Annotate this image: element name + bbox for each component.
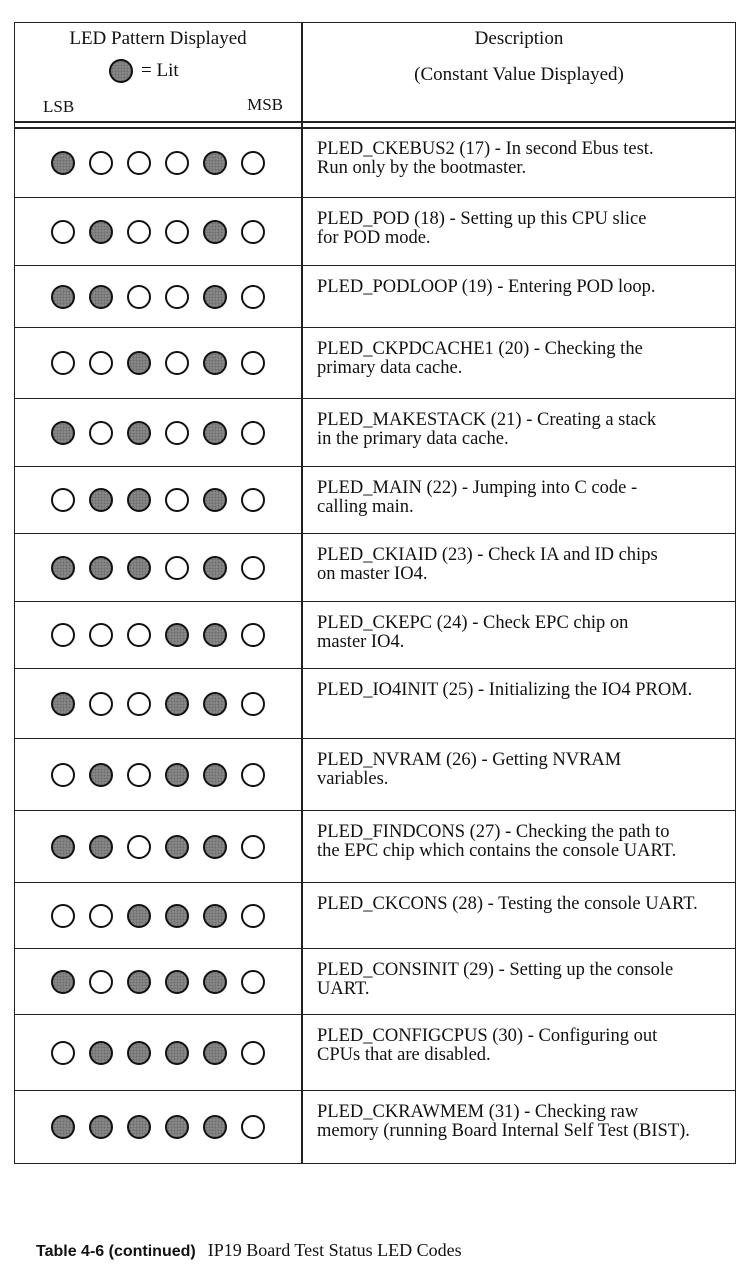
led-pattern — [15, 128, 301, 197]
description-line-2: on master IO4. — [317, 564, 428, 584]
led-lit-icon — [203, 285, 227, 309]
led-lit-icon — [165, 1041, 189, 1065]
led-unlit-icon — [241, 421, 265, 445]
lit-legend — [109, 59, 179, 83]
caption-label: Table 4-6 (continued) — [36, 1243, 196, 1260]
description-header — [303, 23, 735, 121]
led-lit-icon — [51, 421, 75, 445]
row-description — [317, 614, 729, 652]
description-line-1: PLED_NVRAM (26) - Getting NVRAM — [317, 750, 622, 770]
led-pattern-header — [15, 23, 301, 121]
led-pattern — [15, 534, 301, 601]
row-description — [317, 895, 729, 914]
led-lit-icon — [89, 1041, 113, 1065]
led-pattern — [15, 602, 301, 668]
row-description — [317, 411, 729, 449]
header-rule-top — [15, 121, 735, 123]
led-unlit-icon — [89, 970, 113, 994]
table-row — [15, 1090, 735, 1163]
table-row — [15, 948, 735, 1014]
led-unlit-icon — [241, 835, 265, 859]
table-row — [15, 466, 735, 533]
led-lit-icon — [127, 556, 151, 580]
led-unlit-icon — [127, 835, 151, 859]
led-unlit-icon — [51, 623, 75, 647]
msb-label: MSB — [247, 95, 283, 114]
led-pattern — [15, 1015, 301, 1090]
table-row — [15, 327, 735, 398]
row-description — [317, 340, 729, 378]
led-unlit-icon — [127, 623, 151, 647]
led-unlit-icon — [127, 692, 151, 716]
led-lit-icon — [127, 970, 151, 994]
table-row — [15, 398, 735, 466]
led-lit-icon — [165, 904, 189, 928]
description-line-1: PLED_MAIN (22) - Jumping into C code - — [317, 478, 638, 498]
led-unlit-icon — [241, 1115, 265, 1139]
led-unlit-icon — [89, 151, 113, 175]
led-pattern — [15, 949, 301, 1014]
led-unlit-icon — [51, 904, 75, 928]
led-lit-icon — [127, 904, 151, 928]
description-line-2: in the primary data cache. — [317, 429, 509, 449]
led-lit-icon — [203, 763, 227, 787]
led-lit-icon — [165, 623, 189, 647]
led-lit-icon — [165, 835, 189, 859]
lit-led-icon — [109, 59, 133, 83]
description-line-1: PLED_CONSINIT (29) - Setting up the console — [317, 960, 674, 980]
led-lit-icon — [203, 488, 227, 512]
row-description — [317, 751, 729, 789]
led-pattern — [15, 399, 301, 466]
description-line-2: Run only by the bootmaster. — [317, 158, 527, 178]
led-lit-icon — [203, 1041, 227, 1065]
table-row — [15, 1014, 735, 1090]
table-row — [15, 128, 735, 197]
led-lit-icon — [51, 970, 75, 994]
description-line-2: master IO4. — [317, 632, 405, 652]
led-unlit-icon — [165, 285, 189, 309]
led-lit-icon — [89, 556, 113, 580]
led-unlit-icon — [127, 151, 151, 175]
led-lit-icon — [51, 692, 75, 716]
table-row — [15, 601, 735, 668]
led-unlit-icon — [241, 763, 265, 787]
led-lit-icon — [203, 835, 227, 859]
led-lit-icon — [89, 220, 113, 244]
row-description — [317, 961, 729, 999]
table-row — [15, 197, 735, 265]
led-unlit-icon — [51, 351, 75, 375]
led-lit-icon — [127, 1041, 151, 1065]
led-lit-icon — [203, 904, 227, 928]
table-row — [15, 738, 735, 810]
led-pattern — [15, 739, 301, 810]
table-header — [15, 23, 735, 121]
led-lit-icon — [203, 692, 227, 716]
led-unlit-icon — [241, 1041, 265, 1065]
row-description — [317, 823, 729, 861]
led-lit-icon — [89, 488, 113, 512]
led-lit-icon — [51, 151, 75, 175]
led-unlit-icon — [51, 220, 75, 244]
led-lit-icon — [165, 1115, 189, 1139]
led-unlit-icon — [165, 351, 189, 375]
led-unlit-icon — [241, 220, 265, 244]
led-pattern — [15, 328, 301, 398]
led-lit-icon — [203, 421, 227, 445]
led-unlit-icon — [89, 351, 113, 375]
description-line-2: the EPC chip which contains the console UART. — [317, 841, 677, 861]
description-line-2: variables. — [317, 769, 389, 789]
led-unlit-icon — [165, 488, 189, 512]
led-lit-icon — [203, 970, 227, 994]
led-pattern — [15, 467, 301, 533]
led-unlit-icon — [127, 763, 151, 787]
description-line-1: PLED_IO4INIT (25) - Initializing the IO4 PROM. — [317, 680, 693, 700]
led-lit-icon — [203, 1115, 227, 1139]
led-unlit-icon — [51, 763, 75, 787]
lsb-label: LSB — [43, 97, 75, 116]
description-line-1: PLED_CKPDCACHE1 (20) - Checking the — [317, 339, 643, 359]
description-line-2: calling main. — [317, 497, 414, 517]
led-unlit-icon — [51, 488, 75, 512]
row-description — [317, 210, 729, 248]
description-line-1: PLED_CONFIGCPUS (30) - Configuring out — [317, 1026, 658, 1046]
led-lit-icon — [51, 835, 75, 859]
led-pattern — [15, 1091, 301, 1163]
led-unlit-icon — [241, 623, 265, 647]
led-lit-icon — [127, 351, 151, 375]
led-lit-icon — [51, 285, 75, 309]
description-line-1: PLED_CKEBUS2 (17) - In second Ebus test. — [317, 139, 654, 159]
table-row — [15, 810, 735, 882]
led-unlit-icon — [241, 488, 265, 512]
description-line-1: PLED_CKCONS (28) - Testing the console UART. — [317, 894, 698, 914]
led-unlit-icon — [241, 351, 265, 375]
row-description — [317, 278, 729, 297]
led-unlit-icon — [165, 220, 189, 244]
led-unlit-icon — [127, 285, 151, 309]
row-description — [317, 546, 729, 584]
led-unlit-icon — [89, 421, 113, 445]
led-pattern — [15, 811, 301, 882]
led-lit-icon — [165, 970, 189, 994]
led-unlit-icon — [127, 220, 151, 244]
led-lit-icon — [127, 421, 151, 445]
led-unlit-icon — [89, 623, 113, 647]
description-line-2: memory (running Board Internal Self Test (BIST). — [317, 1121, 690, 1141]
table-row — [15, 668, 735, 738]
description-line-2: for POD mode. — [317, 228, 431, 248]
row-description — [317, 479, 729, 517]
description-line-1: PLED_CKEPC (24) - Check EPC chip on — [317, 613, 629, 633]
led-pattern-title: LED Pattern Displayed — [69, 28, 247, 49]
led-unlit-icon — [89, 904, 113, 928]
table-row — [15, 533, 735, 601]
led-lit-icon — [51, 1115, 75, 1139]
caption-text: IP19 Board Test Status LED Codes — [207, 1240, 462, 1260]
description-line-2: CPUs that are disabled. — [317, 1045, 491, 1065]
description-title: Description — [474, 28, 564, 49]
led-unlit-icon — [165, 151, 189, 175]
led-lit-icon — [203, 556, 227, 580]
led-codes-table — [14, 22, 736, 1164]
led-unlit-icon — [241, 285, 265, 309]
row-description — [317, 140, 729, 178]
row-description — [317, 681, 729, 700]
description-line-1: PLED_FINDCONS (27) - Checking the path to — [317, 822, 670, 842]
table-row — [15, 265, 735, 327]
led-unlit-icon — [165, 556, 189, 580]
table-caption — [36, 1240, 462, 1261]
led-lit-icon — [203, 220, 227, 244]
led-unlit-icon — [165, 421, 189, 445]
description-line-1: PLED_POD (18) - Setting up this CPU slice — [317, 209, 647, 229]
led-lit-icon — [127, 488, 151, 512]
led-lit-icon — [89, 763, 113, 787]
led-pattern — [15, 198, 301, 265]
led-pattern — [15, 266, 301, 327]
led-lit-icon — [89, 1115, 113, 1139]
led-lit-icon — [51, 556, 75, 580]
description-line-1: PLED_CKIAID (23) - Check IA and ID chips — [317, 545, 658, 565]
lit-legend-label: = Lit — [141, 60, 179, 81]
description-line-1: PLED_PODLOOP (19) - Entering POD loop. — [317, 277, 656, 297]
led-lit-icon — [165, 692, 189, 716]
row-description — [317, 1027, 729, 1065]
led-pattern — [15, 883, 301, 948]
led-unlit-icon — [241, 970, 265, 994]
led-lit-icon — [89, 285, 113, 309]
led-unlit-icon — [241, 904, 265, 928]
led-unlit-icon — [51, 1041, 75, 1065]
led-lit-icon — [89, 835, 113, 859]
description-line-1: PLED_CKRAWMEM (31) - Checking raw — [317, 1102, 639, 1122]
led-pattern — [15, 669, 301, 738]
led-unlit-icon — [241, 151, 265, 175]
description-subtitle: (Constant Value Displayed) — [414, 64, 624, 85]
led-lit-icon — [127, 1115, 151, 1139]
row-description — [317, 1103, 729, 1141]
description-line-2: primary data cache. — [317, 358, 463, 378]
led-lit-icon — [203, 623, 227, 647]
led-unlit-icon — [89, 692, 113, 716]
led-lit-icon — [165, 763, 189, 787]
led-unlit-icon — [241, 692, 265, 716]
table-row — [15, 882, 735, 948]
led-lit-icon — [203, 151, 227, 175]
description-line-2: UART. — [317, 979, 370, 999]
led-unlit-icon — [241, 556, 265, 580]
description-line-1: PLED_MAKESTACK (21) - Creating a stack — [317, 410, 657, 430]
led-lit-icon — [203, 351, 227, 375]
